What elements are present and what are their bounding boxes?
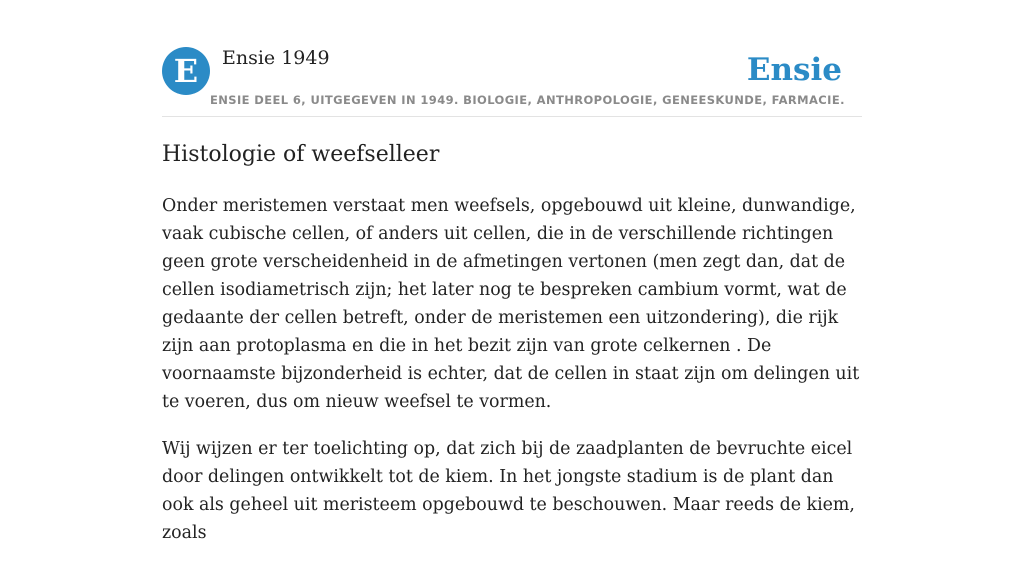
article-body [162,192,862,566]
source-subtitle: ENSIE DEEL 6, UITGEGEVEN IN 1949. BIOLOGIE, ANTHROPOLOGIE, GENEESKUNDE, FARMACIE. [210,93,845,107]
ensie-logo-icon[interactable]: E [162,47,210,95]
brand-logo[interactable]: Ensie [746,52,842,88]
article-paragraph: Wij wijzen er ter toelichting op, dat zich bij de zaadplanten de bevruchte eicel door delingen ontwikkelt tot de kiem. In het jongste stadium is de plant dan ook als geheel uit meristeem opgebouwd te beschouwen. Maar reeds de kiem, zoals [162,439,855,543]
source-title[interactable]: Ensie 1949 [222,47,330,69]
article-paragraph: Onder meristemen verstaat men weefsels, opgebouwd uit kleine, dunwandige, vaak cubische cellen, of anders uit cellen, die in de verschillende richtingen geen grote verscheidenheid in de afmetingen vertonen (men zegt dan, dat de cellen isodiametrisch zijn; het later nog te bespreken cambium vormt, wat de gedaante der cellen betreft, onder de meristemen een uitzondering), die rijk zijn aan protoplasma en die in het bezit zijn van grote celkernen . De voornaamste bijzonderheid is echter, dat de cellen in staat zijn om delingen uit te voeren, dus om nieuw weefsel te vormen. [162,196,860,412]
article-title: Histologie of weefselleer [162,142,440,167]
header [162,46,862,117]
